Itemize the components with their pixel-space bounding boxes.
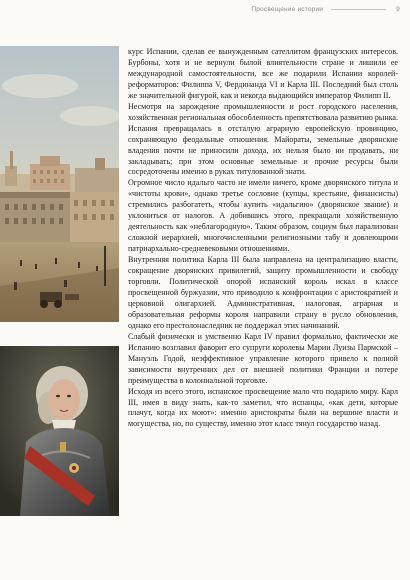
- header-rule: [331, 9, 386, 10]
- cityscape-image: [0, 46, 119, 322]
- paragraph: Несмотря на зарождение промышленности и рост городского населения, хозяйственная региональная обособленность препятствовала развитию рынка. Испания превращалась в отсталую аграрную европейскую провинцию, сохраняющую феодальные отношения. Майораты, земельные дворянские владения почти не приносили дохода, их нельзя было ни продавать, ни закладывать; при этом основные земельные и прочие ресурсы были сосредоточены именно в руках титулованной знати.: [128, 101, 398, 177]
- running-title: Просвещение истории: [251, 6, 324, 13]
- paragraph: Огромное число идальго часто не имели ничего, кроме дворянского титула и «чистоты крови», однако третье сословие (купцы, крестьяне, финансисты) стремились разбогатеть, чтобы купить «идальгию» (дворянское звание) и уклониться от налогов. А добившись этого, прекращали хозяйственную деятельность как «неблагородную». Таким образом, социум был парализован сложной иерархией, многочисленными религиозными табу и довлеющими патриархально-средневековыми отношениями.: [128, 178, 398, 254]
- page-number: 9: [396, 6, 400, 13]
- king-portrait: [0, 346, 119, 516]
- paragraph: курс Испании, сделав ее вынужденным сателлитом французских интересов. Бурбоны, хотя и не вернули былой влиятельности стране и лишили ее международной самостоятельности, все же подарили Испании королей-реформаторов: Филиппа V, Фердинанда VI и Карла III. Последний был столь же значительной фигурой, как и некогда выдающийся император Филипп II.: [128, 47, 398, 100]
- paragraph: Исходя из всего этого, испанское просвещение мало что подарило миру. Карл III, имея в виду знать, как-то заметил, что испанцы, «как дети, которые плачут, когда их моют»: именно аристократы были на вершине власти и могущества, но, по существу, именно этот класс тянул государство назад.: [128, 386, 398, 429]
- madrid-cityscape-painting: [0, 46, 119, 322]
- portrait-image: [0, 346, 119, 516]
- paragraph: Слабый физически и умственно Карл IV правил формально, фактически же Испанию возглавил фаворит его супруги королевы Марии Луизы Пармской – Мануэль Годой, неэффективное управление которого привело к полной зависимости внутренних дел от внешней политики Франции и потере преимущества в колониальной торговле.: [128, 331, 398, 385]
- paragraph: Внутренняя политика Карла III была направлена на централизацию власти, сокращение дворянских привилегий, защиту промышленности и свободу торговли. Политической опорой испанский король искал в классе просвещенной буржуазии, что приводило к конфронтации с аристократией и церковной олигархией. Административная, налоговая, аграрная и образовательная реформы короля направили страну в русло обновления, однако его престолонаследник не поддержал этих начинаний.: [128, 255, 398, 330]
- main-text-column: [128, 47, 398, 430]
- running-header: [251, 6, 400, 13]
